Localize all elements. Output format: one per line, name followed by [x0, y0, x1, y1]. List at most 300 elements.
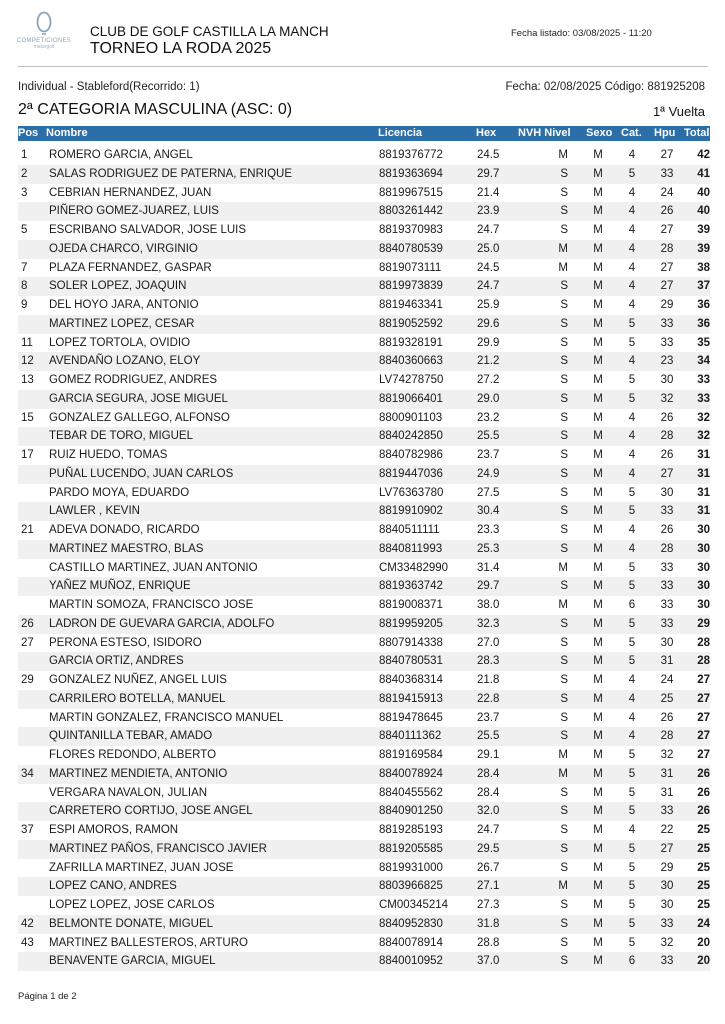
- cell-nvh-nivel: S: [560, 955, 568, 968]
- cell-sexo: M: [593, 242, 603, 255]
- cell-nvh-nivel: S: [560, 636, 568, 649]
- table-row: [18, 671, 710, 690]
- listing-date: Fecha listado: 03/08/2025 - 11:20: [511, 28, 652, 39]
- cell-cat: 5: [628, 842, 636, 855]
- cell-nvh-nivel: M: [558, 599, 568, 611]
- table-row: [18, 634, 710, 653]
- cell-sexo: M: [593, 205, 603, 218]
- cell-total: 30: [697, 524, 710, 536]
- cell-nvh-nivel: M: [558, 242, 568, 255]
- cell-licencia: 8819370983: [379, 224, 443, 236]
- cell-total: 34: [697, 355, 710, 368]
- cell-nombre: ADEVA DONADO, RICARDO: [49, 524, 200, 536]
- cell-licencia: 8803966825: [379, 880, 443, 893]
- cell-licencia: 8840811993: [379, 542, 443, 555]
- cell-nvh-nivel: S: [560, 730, 568, 743]
- cell-sexo: M: [593, 392, 603, 405]
- cell-hex: 23.3: [477, 524, 500, 536]
- cell-hex: 23.7: [477, 449, 500, 461]
- cell-total: 27: [697, 692, 710, 705]
- cell-sexo: M: [593, 824, 603, 836]
- cell-total: 33: [697, 374, 710, 386]
- cell-total: 40: [697, 186, 710, 199]
- cell-hex: 37.0: [477, 955, 500, 968]
- divider: [18, 66, 708, 67]
- cell-nombre: BENAVENTE GARCIA, MIGUEL: [49, 955, 216, 968]
- cell-nombre: CARRETERO CORTIJO, JOSE ANGEL: [49, 805, 253, 818]
- cell-total: 37: [697, 280, 710, 293]
- cell-nvh-nivel: S: [560, 336, 568, 349]
- cell-pos: 2: [21, 167, 28, 180]
- cell-nombre: DEL HOYO JARA, ANTONIO: [49, 299, 199, 311]
- cell-cat: 5: [628, 767, 636, 780]
- cell-nombre: MARTINEZ PAÑOS, FRANCISCO JAVIER: [49, 842, 267, 855]
- cell-total: 36: [697, 299, 710, 311]
- cell-licencia: 8819363694: [379, 167, 443, 180]
- cell-nombre: YAÑEZ MUÑOZ, ENRIQUE: [49, 580, 191, 593]
- cell-licencia: 8819910902: [379, 505, 443, 518]
- cell-cat: 4: [628, 299, 636, 311]
- cell-hex: 24.7: [477, 280, 500, 293]
- cell-nvh-nivel: S: [560, 899, 568, 911]
- cell-sexo: M: [593, 880, 603, 893]
- cell-licencia: 8819169584: [379, 749, 443, 761]
- table-row: [18, 596, 710, 615]
- table-row: [18, 146, 710, 165]
- table-row: [18, 915, 710, 934]
- table-row: [18, 202, 710, 221]
- cell-hpu: 26: [660, 411, 674, 424]
- cell-hex: 27.1: [477, 880, 500, 893]
- cell-total: 30: [697, 599, 710, 611]
- table-row: [18, 934, 710, 953]
- cell-cat: 4: [628, 449, 636, 461]
- cell-hpu: 33: [660, 917, 674, 930]
- cell-hpu: 31: [660, 655, 674, 668]
- cell-hpu: 23: [660, 355, 674, 368]
- cell-nvh-nivel: S: [560, 280, 568, 293]
- cell-licencia: 8819973839: [379, 280, 443, 293]
- table-row: [18, 502, 710, 521]
- cell-licencia: 8840111362: [379, 730, 442, 743]
- cell-hex: 23.2: [477, 411, 500, 424]
- cell-hex: 24.7: [477, 824, 500, 836]
- cell-sexo: M: [593, 299, 603, 311]
- cell-hpu: 26: [660, 205, 674, 218]
- cell-nvh-nivel: M: [558, 561, 568, 574]
- cell-hpu: 33: [660, 580, 674, 593]
- cell-licencia: 8840078924: [379, 767, 443, 780]
- cell-hpu: 28: [660, 542, 674, 555]
- cell-total: 32: [697, 411, 710, 424]
- cell-nvh-nivel: M: [558, 767, 568, 780]
- table-row: [18, 334, 710, 353]
- cell-sexo: M: [593, 411, 603, 424]
- table-row: [18, 165, 710, 184]
- table-row: [18, 427, 710, 446]
- cell-sexo: M: [593, 486, 603, 499]
- table-row: [18, 652, 710, 671]
- cell-hpu: 26: [660, 449, 674, 461]
- cell-hex: 29.0: [477, 392, 500, 405]
- cell-hex: 38.0: [477, 599, 500, 611]
- cell-sexo: M: [593, 280, 603, 293]
- cell-hex: 23.7: [477, 711, 500, 724]
- cell-licencia: 8840360663: [379, 355, 443, 368]
- page-number: Página 1 de 2: [18, 991, 77, 1002]
- cell-nvh-nivel: M: [558, 880, 568, 893]
- cell-cat: 4: [628, 430, 636, 443]
- cell-sexo: M: [593, 636, 603, 649]
- date-and-code: Fecha: 02/08/2025 Código: 881925208: [505, 81, 705, 93]
- cell-pos: 26: [21, 617, 34, 630]
- cell-licencia: 8819285193: [379, 824, 443, 836]
- cell-licencia: 8840511111: [379, 524, 440, 536]
- cell-sexo: M: [593, 617, 603, 630]
- cell-total: 40: [697, 205, 710, 218]
- cell-cat: 5: [628, 786, 636, 799]
- cell-nombre: GONZALEZ NUÑEZ, ANGEL LUIS: [49, 674, 227, 686]
- cell-pos: 43: [21, 936, 34, 949]
- cell-total: 20: [697, 936, 710, 949]
- cell-total: 20: [697, 955, 710, 968]
- cell-nvh-nivel: S: [560, 580, 568, 593]
- cell-sexo: M: [593, 861, 603, 874]
- cell-total: 32: [697, 430, 710, 443]
- table-row: [18, 821, 710, 840]
- cell-hpu: 33: [660, 955, 674, 968]
- cell-cat: 4: [628, 411, 636, 424]
- cell-cat: 4: [628, 692, 636, 705]
- cell-hex: 24.5: [477, 261, 500, 274]
- cell-hex: 27.5: [477, 486, 500, 499]
- cell-nvh-nivel: S: [560, 542, 568, 555]
- cell-nombre: ESPI AMOROS, RAMON: [49, 824, 179, 836]
- cell-total: 25: [697, 899, 710, 911]
- cell-hpu: 33: [660, 505, 674, 518]
- cell-hpu: 24: [660, 186, 674, 199]
- cell-total: 38: [697, 261, 710, 274]
- cell-hex: 24.5: [477, 149, 500, 161]
- cell-licencia: 8819415913: [379, 692, 443, 705]
- cell-hex: 29.9: [477, 336, 500, 349]
- cell-pos: 15: [21, 411, 34, 424]
- cell-sexo: M: [593, 580, 603, 593]
- cell-total: 41: [697, 167, 710, 180]
- cell-licencia: 8819463341: [379, 299, 443, 311]
- cell-licencia: 8803261442: [379, 205, 443, 218]
- table-header: [18, 126, 710, 141]
- cell-cat: 4: [628, 224, 636, 236]
- cell-nombre: ESCRIBANO SALVADOR, JOSE LUIS: [49, 224, 247, 236]
- cell-licencia: 8819363742: [379, 580, 443, 593]
- table-row: [18, 952, 710, 971]
- cell-hpu: 32: [660, 392, 674, 405]
- cell-nvh-nivel: S: [560, 617, 568, 630]
- col-hpu: Hpu: [654, 127, 676, 139]
- cell-pos: 12: [21, 355, 34, 368]
- cell-hpu: 30: [660, 880, 674, 893]
- cell-pos: 21: [21, 524, 34, 536]
- cell-sexo: M: [593, 336, 603, 349]
- cell-nombre: CARRILERO BOTELLA, MANUEL: [49, 692, 226, 705]
- cell-sexo: M: [593, 786, 603, 799]
- cell-nombre: GARCIA ORTIZ, ANDRES: [49, 655, 184, 668]
- cell-licencia: 8819376772: [379, 149, 443, 161]
- cell-nvh-nivel: S: [560, 842, 568, 855]
- logo: [16, 10, 72, 62]
- cell-hex: 24.7: [477, 224, 500, 236]
- cell-cat: 5: [628, 617, 636, 630]
- cell-licencia: 8840782986: [379, 449, 443, 461]
- cell-sexo: M: [593, 317, 603, 330]
- cell-sexo: M: [593, 692, 603, 705]
- club-name: CLUB DE GOLF CASTILLA LA MANCH: [90, 24, 329, 39]
- cell-hex: 25.5: [477, 730, 500, 743]
- cell-nvh-nivel: S: [560, 411, 568, 424]
- cell-nombre: GARCIA SEGURA, JOSE MIGUEL: [49, 392, 228, 405]
- cell-total: 31: [697, 449, 710, 461]
- table-row: [18, 746, 710, 765]
- cell-hex: 31.4: [477, 561, 500, 574]
- cell-total: 33: [697, 392, 710, 405]
- cell-hpu: 30: [660, 899, 674, 911]
- cell-cat: 5: [628, 392, 636, 405]
- cell-nvh-nivel: S: [560, 805, 568, 818]
- cell-hex: 24.9: [477, 467, 500, 480]
- cell-cat: 4: [628, 280, 636, 293]
- cell-pos: 5: [21, 224, 28, 236]
- cell-nombre: QUINTANILLA TEBAR, AMADO: [49, 730, 213, 743]
- cell-nombre: MARTINEZ LOPEZ, CESAR: [49, 317, 195, 330]
- cell-pos: 37: [21, 824, 34, 836]
- cell-nombre: MARTIN SOMOZA, FRANCISCO JOSE: [49, 599, 254, 611]
- cell-sexo: M: [593, 955, 603, 968]
- category-title: 2ª CATEGORIA MASCULINA (ASC: 0): [18, 101, 293, 118]
- col-hex: Hex: [476, 127, 497, 139]
- cell-nombre: ZAFRILLA MARTINEZ, JUAN JOSE: [49, 861, 234, 874]
- cell-hpu: 33: [660, 805, 674, 818]
- cell-hpu: 28: [660, 430, 674, 443]
- col-pos: Pos: [18, 127, 39, 139]
- cell-pos: 11: [21, 336, 33, 349]
- cell-hex: 21.2: [477, 355, 500, 368]
- cell-hpu: 27: [660, 842, 674, 855]
- cell-hex: 29.6: [477, 317, 500, 330]
- table-row: [18, 390, 710, 409]
- cell-nvh-nivel: S: [560, 430, 568, 443]
- table-row: [18, 690, 710, 709]
- cell-nombre: ROMERO GARCIA, ANGEL: [49, 149, 193, 161]
- cell-hex: 25.5: [477, 430, 500, 443]
- table-row: [18, 896, 710, 915]
- cell-licencia: CM33482990: [379, 561, 449, 574]
- cell-licencia: 8819008371: [379, 599, 443, 611]
- cell-total: 25: [697, 861, 710, 874]
- table-row: [18, 577, 710, 596]
- col-cat: Cat.: [621, 127, 642, 139]
- logo-icon: [33, 10, 55, 36]
- results-table: [18, 146, 710, 971]
- cell-sexo: M: [593, 730, 603, 743]
- cell-pos: 1: [21, 149, 28, 161]
- cell-nombre: LOPEZ LOPEZ, JOSE CARLOS: [49, 899, 215, 911]
- cell-total: 30: [697, 580, 710, 593]
- cell-hex: 29.1: [477, 749, 500, 761]
- cell-sexo: M: [593, 936, 603, 949]
- cell-total: 30: [697, 561, 710, 574]
- logo-subtext: matargolf: [33, 44, 55, 50]
- cell-sexo: M: [593, 467, 603, 480]
- cell-sexo: M: [593, 186, 603, 199]
- cell-total: 31: [697, 486, 710, 499]
- table-row: [18, 559, 710, 578]
- cell-hpu: 25: [660, 692, 674, 705]
- cell-nvh-nivel: S: [560, 824, 568, 836]
- cell-licencia: 8840952830: [379, 917, 443, 930]
- cell-cat: 5: [628, 317, 636, 330]
- cell-hpu: 31: [660, 786, 674, 799]
- cell-total: 25: [697, 824, 710, 836]
- cell-nombre: GONZALEZ GALLEGO, ALFONSO: [49, 411, 230, 424]
- cell-nombre: LOPEZ CANO, ANDRES: [49, 880, 177, 893]
- cell-hex: 23.9: [477, 205, 500, 218]
- cell-nombre: MARTIN GONZALEZ, FRANCISCO MANUEL: [49, 711, 284, 724]
- cell-licencia: 8819967515: [379, 186, 443, 199]
- cell-nvh-nivel: S: [560, 355, 568, 368]
- cell-hex: 32.0: [477, 805, 500, 818]
- cell-hpu: 28: [660, 242, 674, 255]
- cell-nombre: MARTINEZ MENDIETA, ANTONIO: [49, 767, 228, 780]
- table-row: [18, 259, 710, 278]
- table-row: [18, 484, 710, 503]
- table-row: [18, 615, 710, 634]
- cell-hpu: 30: [660, 636, 674, 649]
- cell-licencia: 8840901250: [379, 805, 443, 818]
- cell-hpu: 28: [660, 730, 674, 743]
- cell-nombre: SOLER LOPEZ, JOAQUIN: [49, 280, 187, 293]
- table-row: [18, 277, 710, 296]
- cell-total: 28: [697, 655, 710, 668]
- table-row: [18, 727, 710, 746]
- cell-hex: 27.3: [477, 899, 500, 911]
- cell-hpu: 33: [660, 561, 674, 574]
- cell-hex: 32.3: [477, 617, 500, 630]
- cell-sexo: M: [593, 599, 603, 611]
- cell-cat: 5: [628, 486, 636, 499]
- cell-hpu: 24: [660, 674, 674, 686]
- table-row: [18, 296, 710, 315]
- cell-nvh-nivel: M: [558, 261, 568, 274]
- cell-nombre: GOMEZ RODRIGUEZ, ANDRES: [49, 374, 218, 386]
- cell-nombre: SALAS RODRIGUEZ DE PATERNA, ENRIQUE: [49, 167, 293, 180]
- cell-nombre: CASTILLO MARTINEZ, JUAN ANTONIO: [49, 561, 258, 574]
- cell-cat: 5: [628, 655, 636, 668]
- cell-licencia: 8840242850: [379, 430, 443, 443]
- cell-nombre: LOPEZ TORTOLA, OVIDIO: [49, 336, 191, 349]
- table-row: [18, 784, 710, 803]
- cell-pos: 7: [21, 261, 28, 274]
- cell-licencia: 8840780539: [379, 242, 443, 255]
- cell-licencia: 8819073111: [379, 261, 442, 274]
- cell-pos: 42: [21, 917, 34, 930]
- cell-nombre: MARTINEZ BALLESTEROS, ARTURO: [49, 936, 248, 949]
- cell-cat: 6: [628, 955, 636, 968]
- cell-licencia: 8819052592: [379, 317, 443, 330]
- cell-cat: 5: [628, 880, 636, 893]
- cell-sexo: M: [593, 449, 603, 461]
- cell-hpu: 27: [660, 224, 674, 236]
- cell-total: 28: [697, 636, 710, 649]
- cell-nombre: VERGARA NAVALON, JULIAN: [49, 786, 208, 799]
- table-row: [18, 371, 710, 390]
- cell-hpu: 22: [660, 824, 674, 836]
- cell-total: 27: [697, 711, 710, 724]
- competition-format: Individual - Stableford(Recorrido: 1): [18, 81, 200, 93]
- cell-hex: 27.0: [477, 636, 500, 649]
- cell-total: 35: [697, 336, 710, 349]
- cell-sexo: M: [593, 842, 603, 855]
- cell-licencia: 8840078914: [379, 936, 443, 949]
- cell-sexo: M: [593, 261, 603, 274]
- cell-nvh-nivel: S: [560, 861, 568, 874]
- cell-pos: 13: [21, 374, 34, 386]
- cell-licencia: 8819931000: [379, 861, 443, 874]
- cell-sexo: M: [593, 224, 603, 236]
- round-label: 1ª Vuelta: [652, 104, 705, 119]
- table-row: [18, 802, 710, 821]
- cell-total: 39: [697, 224, 710, 236]
- cell-licencia: 8819066401: [379, 392, 443, 405]
- cell-hpu: 33: [660, 599, 674, 611]
- cell-sexo: M: [593, 505, 603, 518]
- cell-cat: 4: [628, 205, 636, 218]
- table-row: [18, 446, 710, 465]
- cell-hpu: 30: [660, 486, 674, 499]
- cell-hex: 28.3: [477, 655, 500, 668]
- cell-sexo: M: [593, 355, 603, 368]
- cell-sexo: M: [593, 749, 603, 761]
- cell-nvh-nivel: S: [560, 917, 568, 930]
- cell-nvh-nivel: S: [560, 299, 568, 311]
- cell-hex: 22.8: [477, 692, 500, 705]
- cell-hex: 28.4: [477, 767, 500, 780]
- cell-cat: 4: [628, 674, 636, 686]
- cell-hex: 21.4: [477, 186, 500, 199]
- cell-total: 25: [697, 880, 710, 893]
- cell-total: 30: [697, 542, 710, 555]
- cell-cat: 4: [628, 149, 636, 161]
- cell-cat: 5: [628, 374, 636, 386]
- cell-nvh-nivel: S: [560, 711, 568, 724]
- cell-pos: 29: [21, 674, 34, 686]
- cell-pos: 34: [21, 767, 34, 780]
- cell-licencia: 8840455562: [379, 786, 443, 799]
- cell-total: 29: [697, 617, 710, 630]
- table-row: [18, 840, 710, 859]
- cell-nombre: PUÑAL LUCENDO, JUAN CARLOS: [49, 467, 234, 480]
- cell-licencia: 8819478645: [379, 711, 443, 724]
- col-nvh-nivel: NVH Nivel: [518, 127, 571, 139]
- cell-cat: 4: [628, 242, 636, 255]
- cell-hpu: 33: [660, 617, 674, 630]
- cell-pos: 8: [21, 280, 28, 293]
- cell-nvh-nivel: S: [560, 505, 568, 518]
- cell-nombre: LAWLER , KEVIN: [49, 505, 140, 518]
- cell-total: 27: [697, 730, 710, 743]
- cell-total: 26: [697, 767, 710, 780]
- cell-nvh-nivel: S: [560, 486, 568, 499]
